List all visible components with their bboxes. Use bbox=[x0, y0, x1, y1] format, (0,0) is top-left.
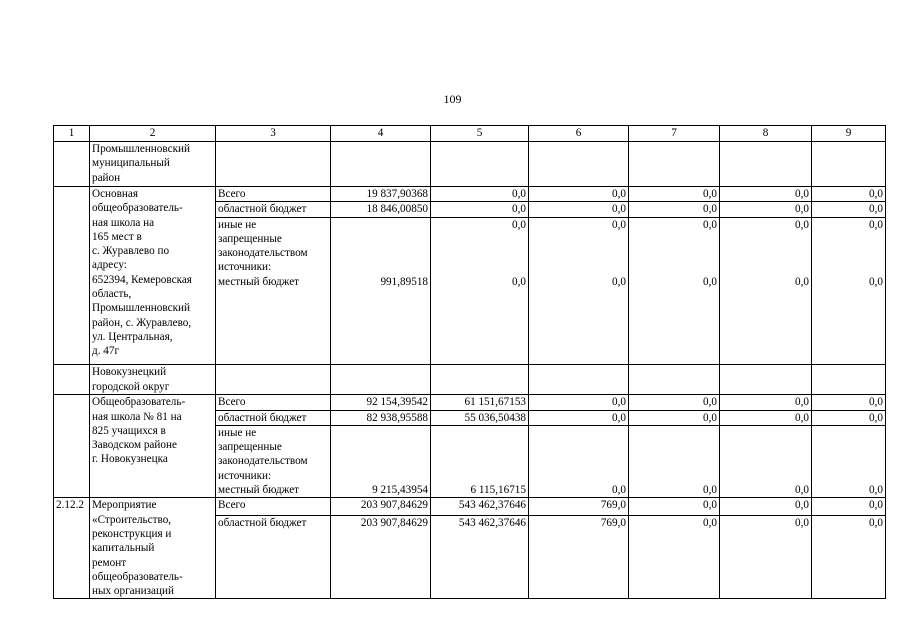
value-cell: 0,0 bbox=[629, 498, 720, 516]
value-cell: 0,0 bbox=[629, 516, 720, 599]
code-cell bbox=[54, 187, 90, 365]
empty-cell bbox=[629, 142, 720, 187]
object-name: Мероприятие «Строительство, реконструкция и капитальный ремонт общеобразователь- ных организаций bbox=[90, 498, 216, 599]
page-number: 109 bbox=[443, 92, 462, 106]
section-title: Промышленновский муниципальный район bbox=[90, 142, 216, 187]
value-cell: 203 907,84629 bbox=[331, 498, 431, 516]
value-cell: 0,0 bbox=[720, 395, 812, 410]
value-cell: 0,0 bbox=[431, 275, 529, 365]
value-cell: 0,0 bbox=[529, 202, 629, 217]
value-cell: 769,0 bbox=[529, 498, 629, 516]
value-cell: 55 036,50438 bbox=[431, 410, 529, 425]
funding-label: Всего bbox=[216, 498, 331, 516]
value-cell: 0,0 bbox=[629, 217, 720, 275]
table-row bbox=[54, 187, 886, 202]
empty-cell bbox=[431, 365, 529, 395]
value-cell: 0,0 bbox=[720, 498, 812, 516]
funding-label: областной бюджет bbox=[216, 516, 331, 599]
empty-cell bbox=[812, 142, 886, 187]
funding-label: Всего bbox=[216, 187, 331, 202]
value-cell: 0,0 bbox=[529, 425, 629, 497]
value-cell: 0,0 bbox=[529, 275, 629, 365]
column-number: 9 bbox=[812, 126, 886, 142]
value-cell: 0,0 bbox=[629, 395, 720, 410]
value-cell: 0,0 bbox=[629, 410, 720, 425]
value-cell: 0,0 bbox=[431, 202, 529, 217]
funding-label: областной бюджет bbox=[216, 202, 331, 217]
value-cell: 0,0 bbox=[720, 202, 812, 217]
value-cell: 0,0 bbox=[720, 217, 812, 275]
code-cell bbox=[54, 142, 90, 187]
value-cell: 0,0 bbox=[812, 275, 886, 365]
column-number: 6 bbox=[529, 126, 629, 142]
value-cell: 0,0 bbox=[629, 202, 720, 217]
value-cell: 0,0 bbox=[720, 516, 812, 599]
value-cell: 0,0 bbox=[812, 202, 886, 217]
header-row bbox=[54, 126, 886, 142]
value-cell: 0,0 bbox=[812, 187, 886, 202]
empty-cell bbox=[529, 365, 629, 395]
value-cell: 61 151,67153 bbox=[431, 395, 529, 410]
empty-cell bbox=[720, 365, 812, 395]
value-cell: 0,0 bbox=[720, 425, 812, 497]
value-cell bbox=[331, 217, 431, 275]
value-cell: 0,0 bbox=[812, 395, 886, 410]
value-cell: 0,0 bbox=[529, 395, 629, 410]
object-name: Общеобразователь- ная школа № 81 на 825 учащихся в Заводском районе г. Новокузнецка bbox=[90, 395, 216, 498]
funding-label: иные не запрещенные законодательством источники: местный бюджет bbox=[216, 425, 331, 497]
column-number: 7 bbox=[629, 126, 720, 142]
value-cell: 543 462,37646 bbox=[431, 516, 529, 599]
code-cell bbox=[54, 395, 90, 498]
empty-cell bbox=[331, 365, 431, 395]
empty-cell bbox=[812, 365, 886, 395]
value-cell: 0,0 bbox=[812, 425, 886, 497]
value-cell: 0,0 bbox=[812, 217, 886, 275]
value-cell: 6 115,16715 bbox=[431, 425, 529, 497]
table-row bbox=[54, 498, 886, 516]
empty-cell bbox=[529, 142, 629, 187]
value-cell: 0,0 bbox=[629, 187, 720, 202]
value-cell: 0,0 bbox=[720, 275, 812, 365]
value-cell: 0,0 bbox=[629, 275, 720, 365]
section-title: Новокузнецкий городской округ bbox=[90, 365, 216, 395]
funding-label: Всего bbox=[216, 395, 331, 410]
column-number: 2 bbox=[90, 126, 216, 142]
value-cell: 0,0 bbox=[720, 187, 812, 202]
value-cell: 0,0 bbox=[812, 516, 886, 599]
value-cell: 203 907,84629 bbox=[331, 516, 431, 599]
code-cell: 2.12.2 bbox=[54, 498, 90, 599]
empty-cell bbox=[216, 365, 331, 395]
empty-cell bbox=[629, 365, 720, 395]
value-cell: 19 837,90368 bbox=[331, 187, 431, 202]
column-number: 1 bbox=[54, 126, 90, 142]
value-cell: 0,0 bbox=[720, 410, 812, 425]
empty-cell bbox=[720, 142, 812, 187]
column-number: 8 bbox=[720, 126, 812, 142]
code-cell bbox=[54, 365, 90, 395]
column-number: 4 bbox=[331, 126, 431, 142]
value-cell: 9 215,43954 bbox=[331, 425, 431, 497]
value-cell: 0,0 bbox=[431, 187, 529, 202]
value-cell: 991,89518 bbox=[331, 275, 431, 365]
funding-label: областной бюджет bbox=[216, 410, 331, 425]
empty-cell bbox=[216, 142, 331, 187]
table-row bbox=[54, 395, 886, 410]
funding-label: иные не запрещенные законодательством источники: bbox=[216, 217, 331, 275]
object-name: Основная общеобразователь- ная школа на 165 мест в с. Журавлево по адресу: 652394, Кемеровская область, Промышленновский район, с. Журавлево, ул. Центральная, д. 47г bbox=[90, 187, 216, 365]
value-cell: 543 462,37646 bbox=[431, 498, 529, 516]
value-cell: 82 938,95588 bbox=[331, 410, 431, 425]
value-cell: 0,0 bbox=[629, 425, 720, 497]
column-number: 3 bbox=[216, 126, 331, 142]
section-row bbox=[54, 365, 886, 395]
value-cell: 0,0 bbox=[812, 410, 886, 425]
value-cell: 0,0 bbox=[529, 187, 629, 202]
value-cell: 0,0 bbox=[529, 217, 629, 275]
value-cell: 0,0 bbox=[529, 410, 629, 425]
budget-table bbox=[53, 125, 886, 599]
section-row bbox=[54, 142, 886, 187]
empty-cell bbox=[431, 142, 529, 187]
value-cell: 769,0 bbox=[529, 516, 629, 599]
empty-cell bbox=[331, 142, 431, 187]
funding-label: местный бюджет bbox=[216, 275, 331, 365]
value-cell: 92 154,39542 bbox=[331, 395, 431, 410]
column-number: 5 bbox=[431, 126, 529, 142]
value-cell: 18 846,00850 bbox=[331, 202, 431, 217]
value-cell: 0,0 bbox=[431, 217, 529, 275]
value-cell: 0,0 bbox=[812, 498, 886, 516]
